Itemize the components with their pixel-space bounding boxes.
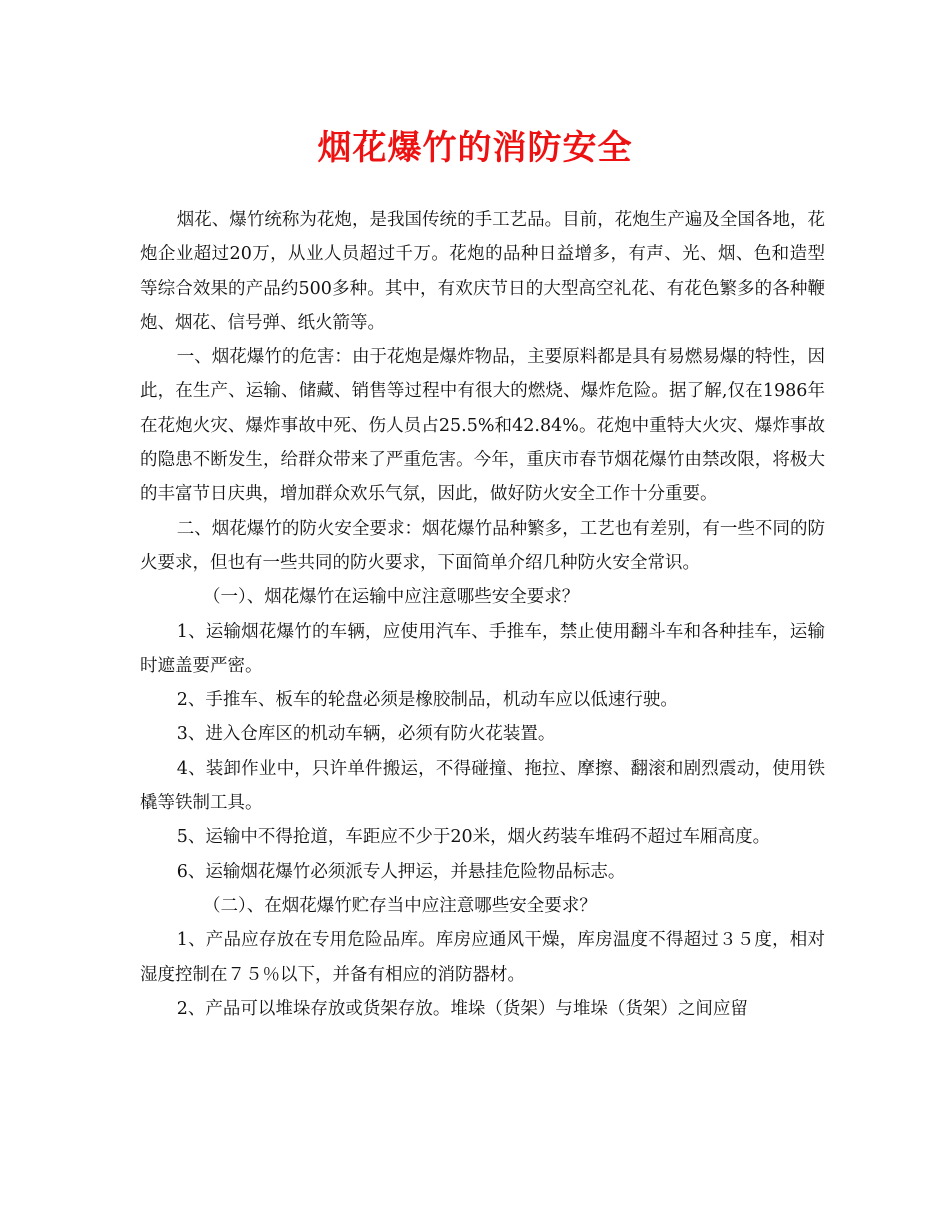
list-item: 3、进入仓库区的机动车辆，必须有防火花装置。 (176, 724, 556, 745)
paragraph-hazards: 一、烟花爆竹的危害：由于花炮是爆炸物品，主要原料都是具有易燃易爆的特性，因此，在生产、运输、储藏、销售等过程中有很大的燃烧、爆炸危险。据了解,仅在1986年在花炮火灾、爆炸事故中死、伤人员占25.5%和42.84%。花炮中重特大火灾、爆炸事故的隐患不断发生，给群众带来了严重危害。今年，重庆市春节烟花爆竹由禁改限，将极大的丰富节日庆典，增加群众欢乐气氛，因此，做好防火安全工作十分重要。 (140, 347, 825, 505)
list-item: 1、运输烟花爆竹的车辆，应使用汽车、手推车，禁止使用翻斗车和各种挂车，运输时遮盖要严密。 (140, 621, 825, 676)
section-heading-transport: （一）、烟花爆竹在运输中应注意哪些安全要求？ (203, 587, 580, 608)
paragraph-requirements: 二、烟花爆竹的防火安全要求：烟花爆竹品种繁多，工艺也有差别，有一些不同的防火要求，但也有一些共同的防火要求，下面简单介绍几种防火安全常识。 (140, 518, 825, 573)
list-item: 4、装卸作业中，只许单件搬运，不得碰撞、拖拉、摩擦、翻滚和剧烈震动，使用铁橇等铁制工具。 (140, 758, 825, 814)
list-item: 6、运输烟花爆竹必须派专人押运，并悬挂危险物品标志。 (176, 861, 626, 882)
paragraph-intro: 烟花、爆竹统称为花炮，是我国传统的手工艺品。目前，花炮生产遍及全国各地，花炮企业超过20万，从业人员超过千万。花炮的品种日益增多，有声、光、烟、色和造型等综合效果的产品约500多种。其中，有欢庆节日的大型高空礼花、有花色繁多的各种鞭炮、烟花、信号弹、纸火箭等。 (140, 210, 825, 333)
list-item: 2、产品可以堆垛存放或货架存放。堆垛（货架）与堆垛（货架）之间应留 (176, 998, 748, 1019)
list-item: 1、产品应存放在专用危险品库。库房应通风干燥，库房温度不得超过３５度，相对湿度控制在７５％以下，并备有相应的消防器材。 (140, 930, 825, 985)
document-title: 烟花爆竹的消防安全 (317, 128, 633, 168)
document-body (140, 203, 825, 1026)
list-item: 2、手推车、板车的轮盘必须是橡胶制品，机动车应以低速行驶。 (176, 690, 678, 711)
section-heading-storage: （二）、在烟花爆竹贮存当中应注意哪些安全要求？ (203, 895, 597, 916)
list-item: 5、运输中不得抢道，车距应不少于20米，烟火药装车堆码不超过车厢高度。 (176, 827, 771, 848)
